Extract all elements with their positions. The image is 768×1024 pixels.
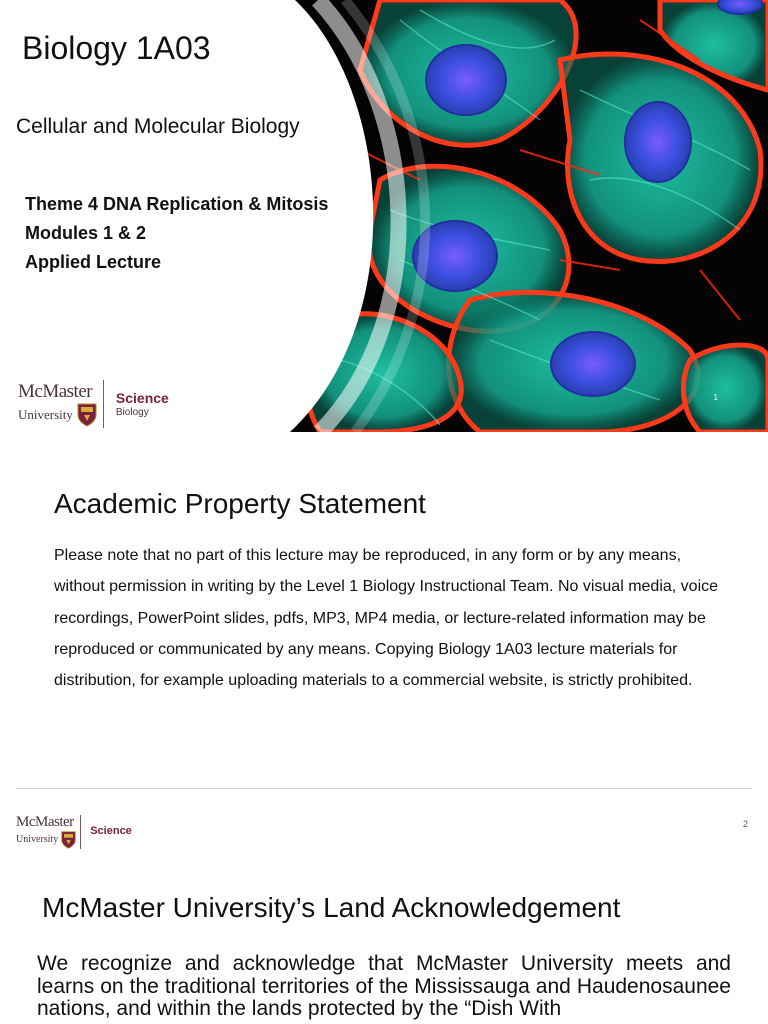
slide-heading: Academic Property Statement <box>54 488 426 519</box>
crest-icon <box>77 403 97 427</box>
logo-faculty-block <box>116 390 169 418</box>
page-number: 1 <box>713 393 718 402</box>
course-title: Biology 1A03 <box>22 30 211 66</box>
theme-block <box>25 190 328 277</box>
logo-faculty: Science <box>90 825 132 838</box>
land-acknowledgement-slide <box>0 789 768 1024</box>
logo-wordmark: McMaster <box>16 814 74 830</box>
logo-wordmark-block <box>16 815 76 849</box>
mcmaster-science-logo <box>18 380 169 428</box>
page-number: 2 <box>742 819 748 829</box>
logo-divider <box>103 380 104 428</box>
crest-icon <box>61 831 76 849</box>
logo-department: Biology <box>115 406 149 418</box>
logo-faculty: Science <box>115 390 169 407</box>
logo-wordmark-block <box>18 382 97 427</box>
acknowledgement-body: We recognize and acknowledge that McMaster University meets and learns on the traditional territories of the Mississauga and Haudenosaunee nations, and within the lands protected by the “Dish With <box>37 952 731 1020</box>
lecture-type-line: Applied Lecture <box>25 252 162 272</box>
title-slide <box>0 0 768 432</box>
theme-line: Theme 4 DNA Replication & Mitosis <box>25 194 329 214</box>
mcmaster-science-logo <box>16 815 132 849</box>
logo-university: University <box>18 407 73 422</box>
logo-divider <box>80 815 81 849</box>
statement-body: Please note that no part of this lecture may be reproduced, in any form or by any means, without permission in writing by the Level 1 Biology Instructional Team. No visual media, voice recordings, PowerPoint slides, pdfs, MP3, MP4 media, or lecture-related information may be reproduced or communicated by any means. Copying Biology 1A03 lecture materials for distribution, for example uploading materials to a commercial website, is strictly prohibited. <box>54 547 719 690</box>
slide-heading: McMaster University’s Land Acknowledgement <box>42 892 621 923</box>
academic-property-slide <box>0 432 768 788</box>
modules-line: Modules 1 & 2 <box>25 223 147 243</box>
logo-wordmark: McMaster <box>18 380 93 402</box>
logo-university: University <box>16 834 59 845</box>
course-subtitle: Cellular and Molecular Biology <box>16 115 300 138</box>
